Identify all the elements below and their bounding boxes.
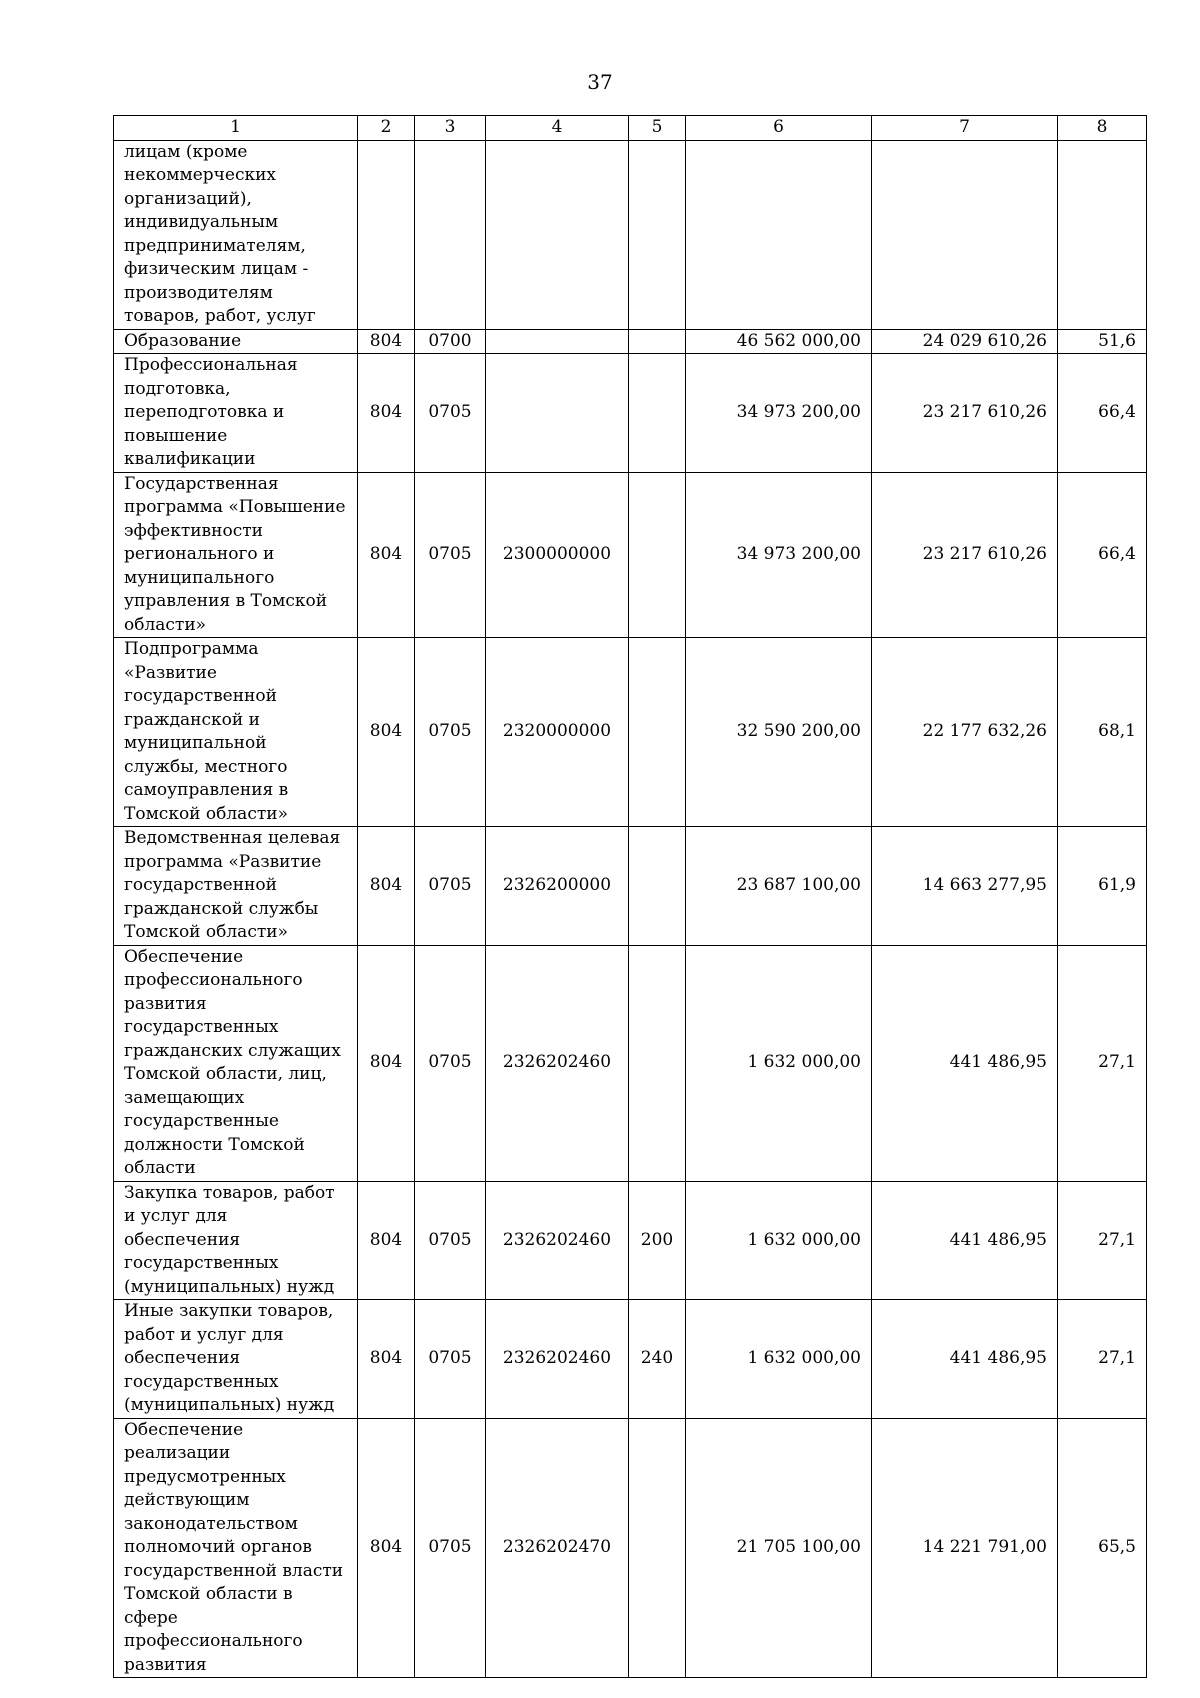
- cell-percent: 65,5: [1058, 1418, 1147, 1678]
- cell-section: 804: [358, 1181, 415, 1300]
- cell-expense-type: [629, 945, 686, 1181]
- cell-subsection: 0705: [415, 945, 486, 1181]
- cell-target-code: 2320000000: [486, 638, 629, 827]
- cell-subsection: 0705: [415, 1418, 486, 1678]
- cell-section: 804: [358, 1418, 415, 1678]
- cell-expense-type: [629, 638, 686, 827]
- row-name: Ведомственная целевая программа «Развитие государственной гражданской службы Томской области»: [114, 827, 358, 946]
- cell-section: 804: [358, 354, 415, 473]
- cell-plan: 34 973 200,00: [686, 472, 872, 638]
- cell-section: 804: [358, 945, 415, 1181]
- cell-target-code: [486, 329, 629, 354]
- cell-target-code: 2300000000: [486, 472, 629, 638]
- page-number: 37: [587, 70, 613, 94]
- table-row: [114, 945, 1147, 1181]
- row-name: Профессиональная подготовка, переподготовка и повышение квалификации: [114, 354, 358, 473]
- cell-subsection: 0705: [415, 638, 486, 827]
- budget-table: [113, 115, 1147, 1678]
- cell-expense-type: [629, 329, 686, 354]
- cell-target-code: 2326202460: [486, 1300, 629, 1419]
- cell-actual: 23 217 610,26: [872, 354, 1058, 473]
- header-row: [114, 116, 1147, 141]
- table-row: [114, 827, 1147, 946]
- cell-section: [358, 140, 415, 329]
- row-name: Обеспечение реализации предусмотренных действующим законодательством полномочий органов государственной власти Томской области в сфере профессионального развития: [114, 1418, 358, 1678]
- cell-section: 804: [358, 329, 415, 354]
- cell-actual: 14 663 277,95: [872, 827, 1058, 946]
- cell-expense-type: 240: [629, 1300, 686, 1419]
- cell-actual: 23 217 610,26: [872, 472, 1058, 638]
- cell-subsection: 0705: [415, 827, 486, 946]
- cell-plan: 1 632 000,00: [686, 1181, 872, 1300]
- cell-percent: 51,6: [1058, 329, 1147, 354]
- col-header-4: 4: [486, 116, 629, 141]
- cell-target-code: 2326202460: [486, 945, 629, 1181]
- cell-plan: 23 687 100,00: [686, 827, 872, 946]
- row-name: Закупка товаров, работ и услуг для обеспечения государственных (муниципальных) нужд: [114, 1181, 358, 1300]
- cell-section: 804: [358, 827, 415, 946]
- cell-section: 804: [358, 638, 415, 827]
- cell-subsection: 0700: [415, 329, 486, 354]
- cell-actual: 24 029 610,26: [872, 329, 1058, 354]
- row-name: Образование: [114, 329, 358, 354]
- cell-percent: 68,1: [1058, 638, 1147, 827]
- cell-actual: 14 221 791,00: [872, 1418, 1058, 1678]
- cell-target-code: [486, 140, 629, 329]
- cell-percent: 27,1: [1058, 945, 1147, 1181]
- table-row: [114, 1181, 1147, 1300]
- cell-plan: [686, 140, 872, 329]
- cell-subsection: 0705: [415, 1181, 486, 1300]
- cell-plan: 32 590 200,00: [686, 638, 872, 827]
- table-row: [114, 638, 1147, 827]
- col-header-8: 8: [1058, 116, 1147, 141]
- col-header-5: 5: [629, 116, 686, 141]
- col-header-1: 1: [114, 116, 358, 141]
- cell-expense-type: [629, 140, 686, 329]
- cell-section: 804: [358, 1300, 415, 1419]
- cell-actual: 441 486,95: [872, 945, 1058, 1181]
- row-name: Иные закупки товаров, работ и услуг для обеспечения государственных (муниципальных) нужд: [114, 1300, 358, 1419]
- cell-target-code: 2326202470: [486, 1418, 629, 1678]
- table-row: [114, 329, 1147, 354]
- cell-subsection: 0705: [415, 354, 486, 473]
- cell-plan: 21 705 100,00: [686, 1418, 872, 1678]
- cell-percent: 66,4: [1058, 472, 1147, 638]
- table-row: [114, 1300, 1147, 1419]
- row-name: лицам (кроме некоммерческих организаций), индивидуальным предпринимателям, физическим лицам - производителям товаров, работ, услуг: [114, 140, 358, 329]
- cell-expense-type: [629, 827, 686, 946]
- col-header-7: 7: [872, 116, 1058, 141]
- row-name: Обеспечение профессионального развития государственных гражданских служащих Томской области, лиц, замещающих государственные должности Томской области: [114, 945, 358, 1181]
- cell-percent: 61,9: [1058, 827, 1147, 946]
- cell-percent: 66,4: [1058, 354, 1147, 473]
- cell-expense-type: 200: [629, 1181, 686, 1300]
- cell-plan: 46 562 000,00: [686, 329, 872, 354]
- cell-target-code: [486, 354, 629, 473]
- cell-percent: 27,1: [1058, 1300, 1147, 1419]
- cell-subsection: 0705: [415, 1300, 486, 1419]
- table-row: [114, 472, 1147, 638]
- cell-actual: [872, 140, 1058, 329]
- row-name: Подпрограмма «Развитие государственной гражданской и муниципальной службы, местного самоуправления в Томской области»: [114, 638, 358, 827]
- cell-plan: 1 632 000,00: [686, 1300, 872, 1419]
- col-header-3: 3: [415, 116, 486, 141]
- cell-actual: 441 486,95: [872, 1300, 1058, 1419]
- col-header-2: 2: [358, 116, 415, 141]
- cell-target-code: 2326200000: [486, 827, 629, 946]
- cell-percent: [1058, 140, 1147, 329]
- cell-expense-type: [629, 354, 686, 473]
- cell-actual: 441 486,95: [872, 1181, 1058, 1300]
- cell-expense-type: [629, 1418, 686, 1678]
- cell-plan: 1 632 000,00: [686, 945, 872, 1181]
- col-header-6: 6: [686, 116, 872, 141]
- cell-plan: 34 973 200,00: [686, 354, 872, 473]
- row-name: Государственная программа «Повышение эффективности регионального и муниципального управления в Томской области»: [114, 472, 358, 638]
- cell-section: 804: [358, 472, 415, 638]
- cell-target-code: 2326202460: [486, 1181, 629, 1300]
- table-row: [114, 1418, 1147, 1678]
- table-row: [114, 140, 1147, 329]
- table-row: [114, 354, 1147, 473]
- cell-percent: 27,1: [1058, 1181, 1147, 1300]
- cell-expense-type: [629, 472, 686, 638]
- cell-actual: 22 177 632,26: [872, 638, 1058, 827]
- cell-subsection: 0705: [415, 472, 486, 638]
- cell-subsection: [415, 140, 486, 329]
